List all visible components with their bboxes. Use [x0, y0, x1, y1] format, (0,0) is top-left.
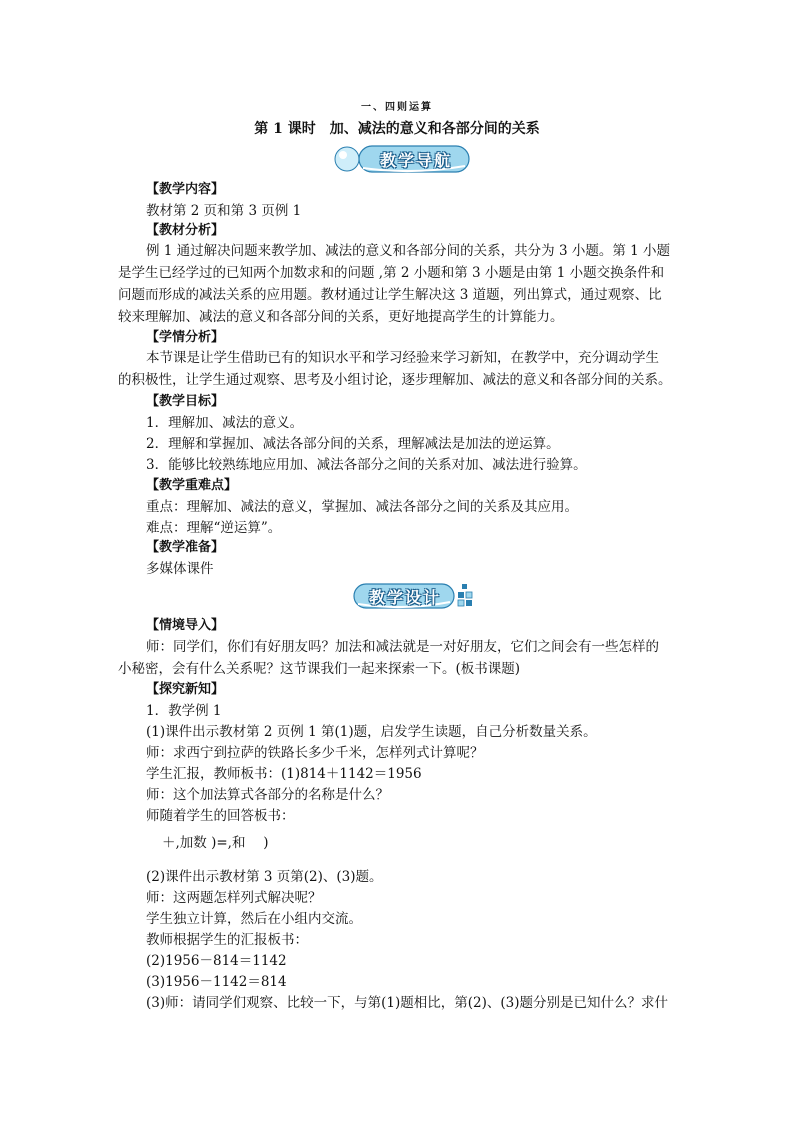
explore-line: 教师根据学生的汇报板书：: [146, 932, 308, 948]
explore-line: (1)课件出示教材第 2 页例 1 第(1)题，启发学生读题，自己分析数量关系。: [146, 724, 597, 740]
analysis-line: 较来理解加、减法的意义和各部分间的关系，更好地提高学生的计算能力。: [118, 309, 564, 325]
explore-line: (3)师：请同学们观察、比较一下，与第(1)题相比，第(2)、(3)题分别是已知什么？求什: [146, 995, 668, 1011]
board-equation: ＋,加数 )=,和 ): [162, 835, 269, 851]
lesson-title: 第 1 课时 加、减法的意义和各部分间的关系: [254, 121, 540, 137]
banner-label-nav: 教学导航: [379, 151, 452, 170]
goal-item: 1．理解加、减法的意义。: [146, 415, 304, 431]
prep-text: 多媒体课件: [146, 561, 214, 577]
heading-intro: 【情境导入】: [146, 618, 225, 633]
intro-line: 师：同学们，你们有好朋友吗？加法和减法就是一对好朋友，它们之间会有一些怎样的: [146, 639, 659, 655]
equation-line: (3)1956－1142＝814: [146, 974, 287, 990]
teaching-design-banner: [352, 578, 478, 612]
explore-line: 师：求西宁到拉萨的铁路长多少千米，怎样列式计算呢？: [146, 745, 484, 761]
student-line: 的积极性，让学生通过观察、思考及小组讨论，逐步理解加、减法的意义和各部分间的关系。: [118, 372, 672, 388]
heading-key: 【教学重难点】: [146, 478, 238, 493]
analysis-line: 问题而形成的减法关系的应用题。教材通过让学生解决这 3 道题，列出算式，通过观察、比: [118, 287, 662, 303]
content-text: 教材第 2 页和第 3 页例 1: [146, 203, 302, 219]
goal-item: 3．能够比较熟练地应用加、减法各部分之间的关系对加、减法进行验算。: [146, 457, 587, 473]
banner-label-design: 教学设计: [368, 588, 441, 607]
teaching-navigation-banner: [333, 142, 473, 176]
heading-student: 【学情分析】: [146, 330, 225, 345]
explore-line: 学生独立计算，然后在小组内交流。: [146, 911, 362, 927]
heading-analysis: 【教材分析】: [146, 223, 225, 238]
explore-line: 师：这两题怎样列式解决呢？: [146, 890, 322, 906]
key-point: 重点：理解加、减法的意义，掌握加、减法各部分之间的关系及其应用。: [146, 499, 578, 515]
heading-content: 【教学内容】: [146, 182, 225, 197]
difficulty: 难点：理解“逆运算”。: [146, 520, 282, 536]
goal-item: 2．理解和掌握加、减法各部分间的关系，理解减法是加法的逆运算。: [146, 436, 560, 452]
explore-line: 学生汇报，教师板书：(1)814＋1142＝1956: [146, 766, 422, 782]
heading-explore: 【探究新知】: [146, 682, 225, 697]
explore-line: 师：这个加法算式各部分的名称是什么？: [146, 787, 389, 803]
intro-line: 小秘密，会有什么关系呢？这节课我们一起来探索一下。(板书课题): [118, 661, 521, 677]
equation-line: (2)1956－814＝1142: [146, 953, 287, 969]
explore-line: 师随着学生的回答板书：: [146, 808, 295, 824]
explore-line: (2)课件出示教材第 3 页第(2)、(3)题。: [146, 869, 383, 885]
explore-line: 1．教学例 1: [146, 703, 222, 719]
analysis-line: 是学生已经学过的已知两个加数求和的问题 ,第 2 小题和第 3 小题是由第 1 小题交换条件和: [118, 265, 665, 281]
unit-title: 一、四则运算: [361, 102, 433, 113]
heading-prep: 【教学准备】: [146, 540, 225, 555]
student-line: 本节课是让学生借助已有的知识水平和学习经验来学习新知，在教学中，充分调动学生: [146, 350, 659, 366]
heading-goals: 【教学目标】: [146, 394, 225, 409]
analysis-line: 例 1 通过解决问题来教学加、减法的意义和各部分间的关系，共分为 3 小题。第 1 小题: [146, 243, 671, 259]
